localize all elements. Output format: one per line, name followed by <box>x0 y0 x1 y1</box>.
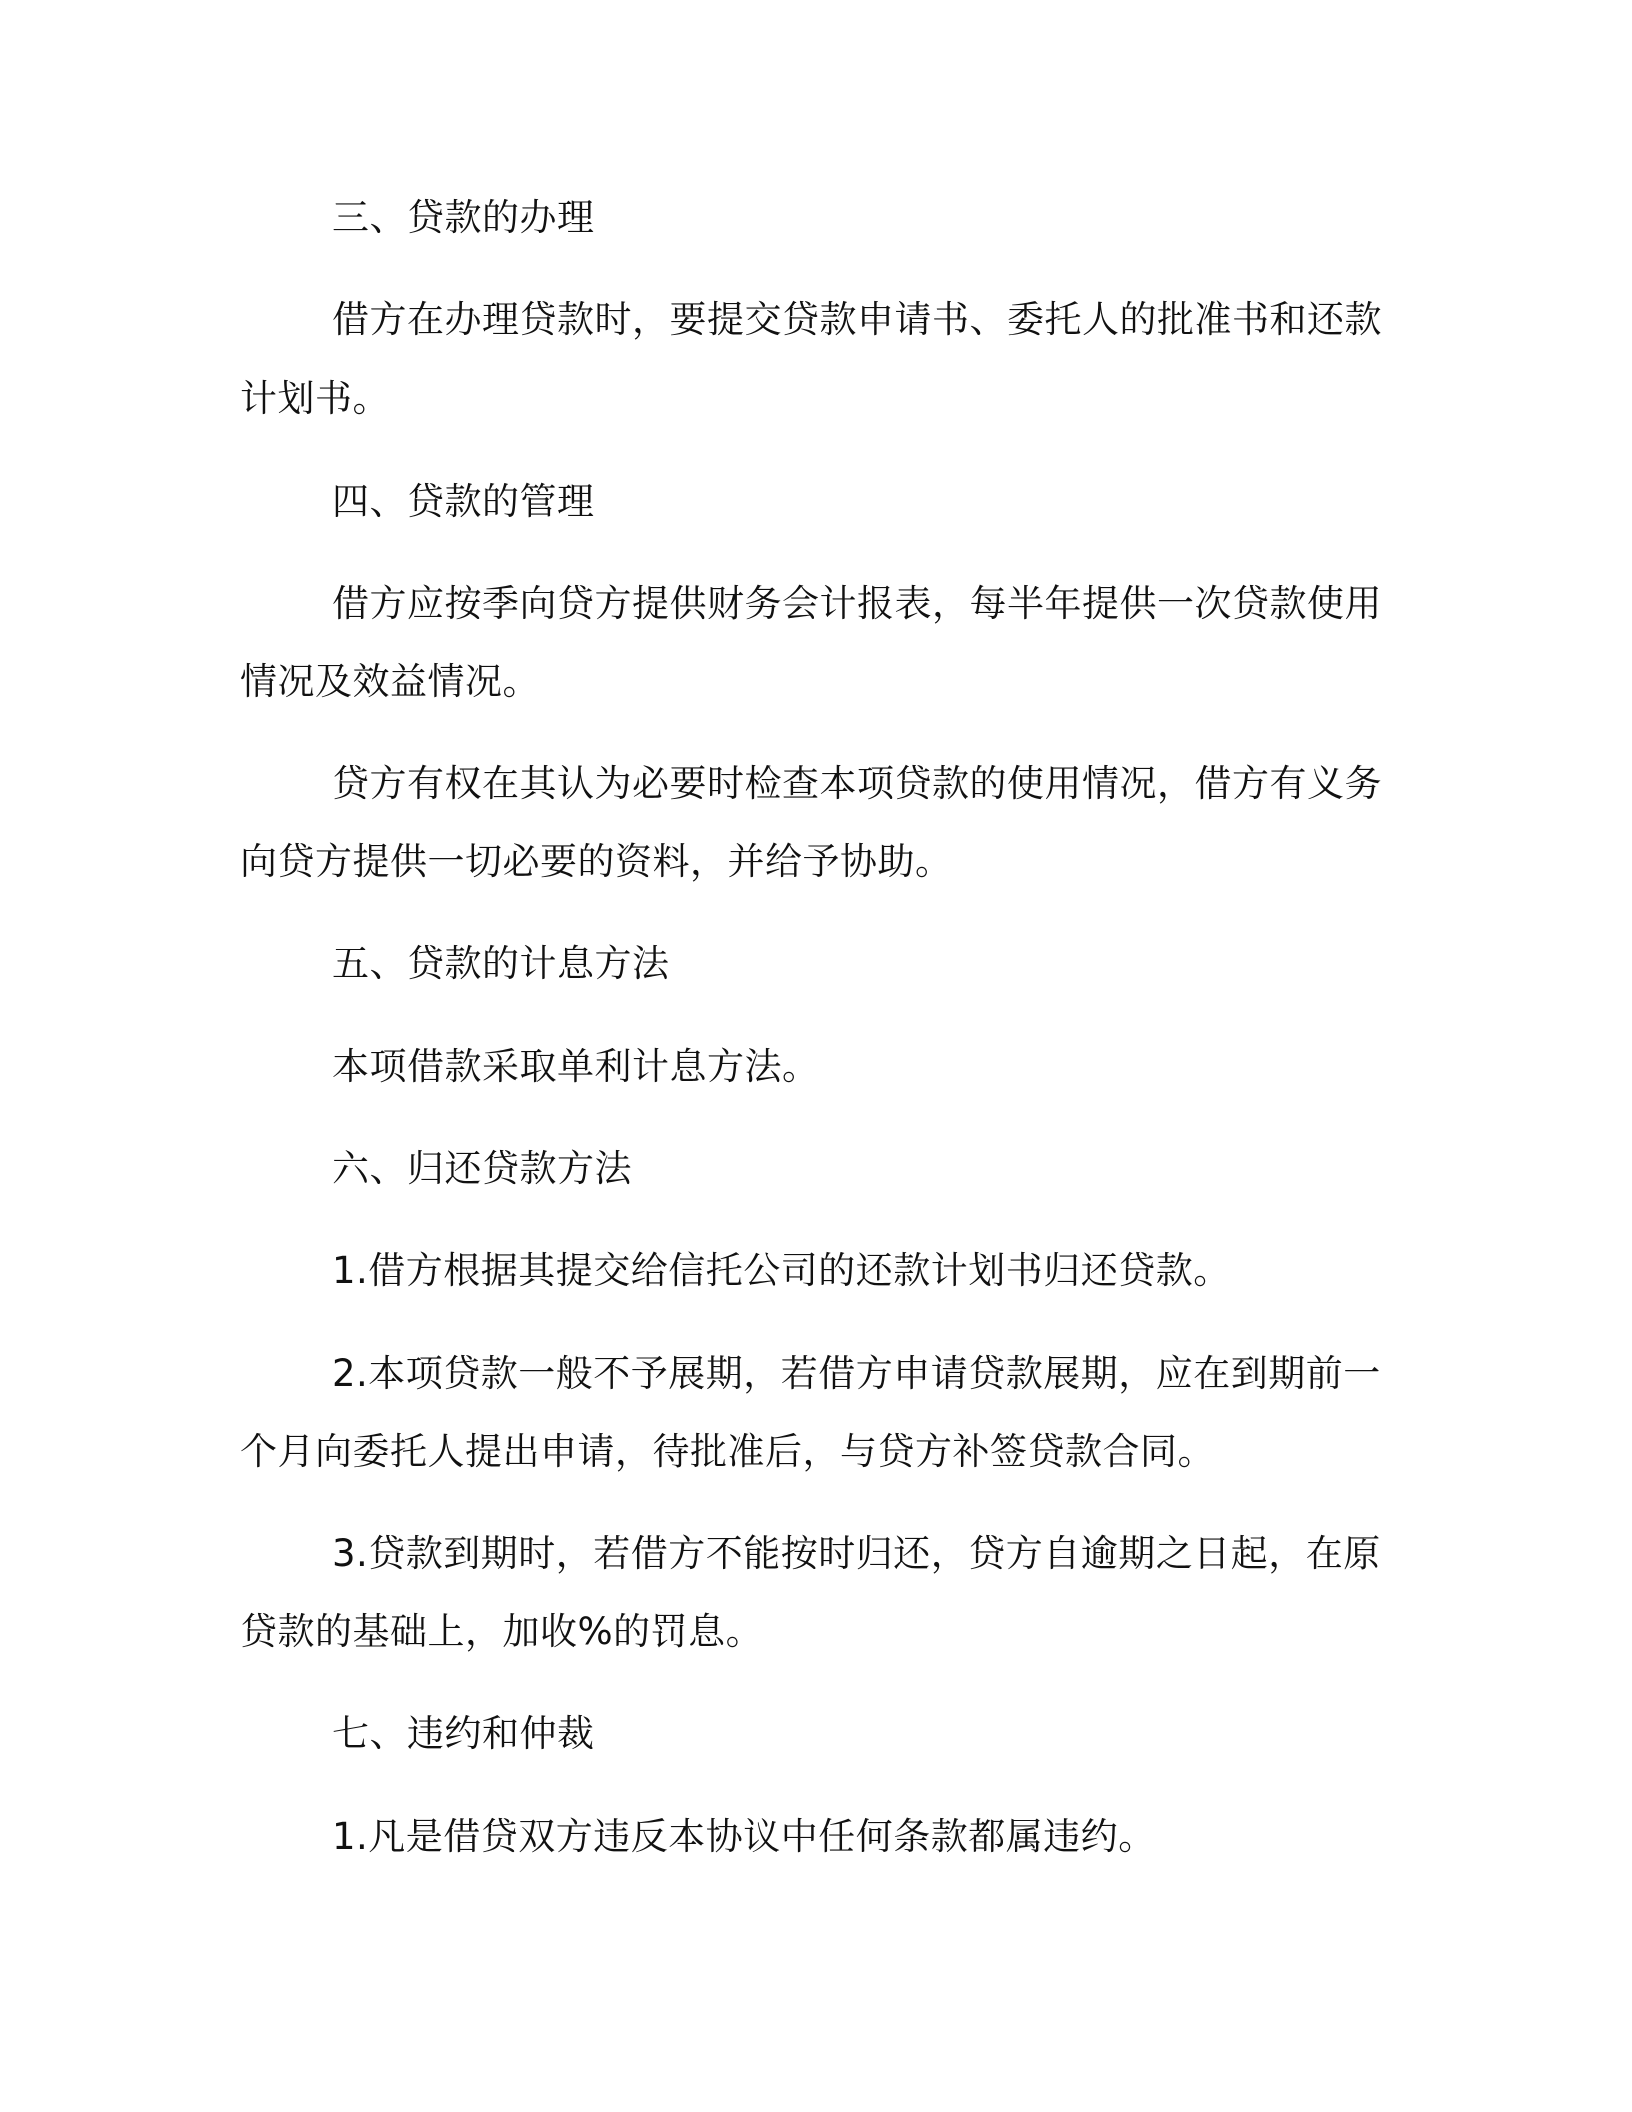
paragraph-line: 借方应按季向贷方提供财务会计报表，每半年提供一次贷款使用 <box>332 582 1382 625</box>
section-heading-repayment-method: 六、归还贷款方法 <box>332 1147 632 1190</box>
section-heading-breach-arbitration: 七、违约和仲裁 <box>332 1712 595 1755</box>
section-heading-interest-method: 五、贷款的计息方法 <box>332 942 670 985</box>
section-heading-loan-management: 四、贷款的管理 <box>332 480 595 523</box>
paragraph-line: 贷款的基础上，加收%的罚息。 <box>240 1610 764 1653</box>
paragraph-line: 本项借款采取单利计息方法。 <box>332 1045 820 1088</box>
section-heading-loan-handling: 三、贷款的办理 <box>332 196 595 239</box>
paragraph-line: 贷方有权在其认为必要时检查本项贷款的使用情况，借方有义务 <box>332 762 1382 805</box>
paragraph-line: 个月向委托人提出申请，待批准后，与贷方补签贷款合同。 <box>240 1430 1215 1473</box>
paragraph-line: 计划书。 <box>240 377 390 420</box>
paragraph-line: 3.贷款到期时，若借方不能按时归还，贷方自逾期之日起，在原 <box>332 1532 1381 1575</box>
paragraph-line: 向贷方提供一切必要的资料，并给予协助。 <box>240 840 953 883</box>
paragraph-line: 借方在办理贷款时，要提交贷款申请书、委托人的批准书和还款 <box>332 298 1382 341</box>
paragraph-line: 情况及效益情况。 <box>240 660 540 703</box>
paragraph-line: 1.凡是借贷双方违反本协议中任何条款都属违约。 <box>332 1815 1156 1858</box>
paragraph-line: 1.借方根据其提交给信托公司的还款计划书归还贷款。 <box>332 1249 1231 1292</box>
paragraph-line: 2.本项贷款一般不予展期，若借方申请贷款展期，应在到期前一 <box>332 1352 1381 1395</box>
